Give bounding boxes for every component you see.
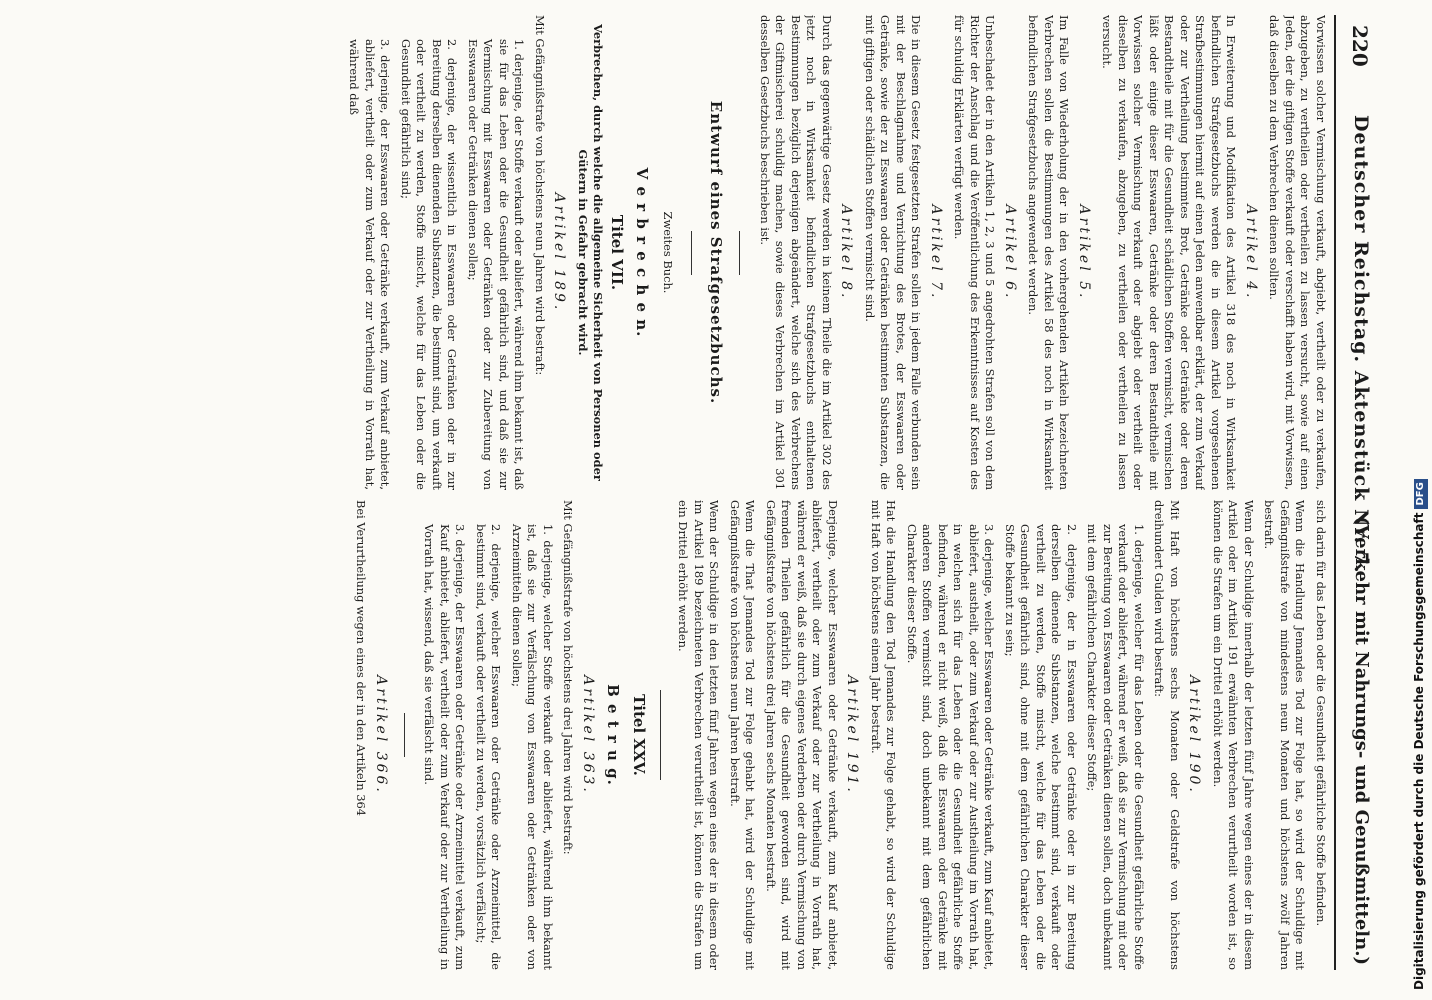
paragraph: Die in diesem Gesetz festgesetzten Strafen sollen in jedem Falle verbunden sein mit der Beschlagnahme und Vernichtung des Brotes, der Esswaaren oder Getränke, sowie der zu Esswaaren oder Getränken bestimmten Substanzen, die mit giftigen oder schädlichen Stoffen vermischt sind.: [863, 15, 924, 490]
right-column: [38, 500, 1328, 970]
paragraph: Unbeschadet der in den Artikeln 1, 2, 3 und 5 angedrohten Strafen soll von dem Richter der Anschlag und die Veröffentlichung des Erkenntnisses auf Kosten des für schuldig Erklärten verfügt werden.: [952, 15, 998, 490]
dfg-logo: DFG: [1414, 479, 1428, 508]
paragraph: Mit Gefängnißstrafe von höchstens drei Jahren wird bestraft:: [561, 500, 576, 855]
header-title: Deutscher Reichstag. Aktenstück Nr. 7.: [1350, 115, 1372, 574]
paragraph: sich darin für das Leben oder die Gesundheit gefährliche Stoffe befinden.: [1314, 500, 1328, 927]
paragraph: Im Falle von Wiederholung der in den vorhergehenden Artikeln bezeichneten Verbrechen sollen die Bestimmungen des Artikel 58 des noch in Wirksamkeit befindlichen Strafgesetzbuchs angewendet werden.: [1026, 15, 1072, 490]
paragraph: Derjenige, welcher Esswaaren oder Getränke verkauft, zum Kauf anbietet, abliefert, vertheilt oder zum Verkauf oder zur Vertheilung in Vorrath hat, während er weiß, daß sie durch eigenes Verderben oder durch Vermischung von fremden Theilen gefährlich für die Gesundheit geworden sind, wird mit Gefängnißstrafe von höchstens drei Jahren sechs Monaten bestraft.: [764, 500, 840, 970]
paragraph: Bei Verurtheilung wegen eines der in den Artikeln 364: [354, 500, 369, 817]
paragraph: Wenn die That Jemandes Tod zur Folge gehabt hat, wird der Schuldige mit Gefängnißstrafe von höchstens neun Jahren bestraft.: [728, 500, 758, 970]
paragraph: In Erweiterung und Modifikation des Artikel 318 des noch in Wirksamkeit befindlichen Strafgesetzbuchs werden die in diesem Artikel vorgesehenen Strafbestimmungen hiermit auf einen Jeden anwendbar erklärt, der zum Verkauf oder zur Vertheilung bestimmtes Brot, Getränke oder Getränke oder deren Bestandtheile mit für die Gesundheit schädlichen Stoffen vermischt, vermischen läßt oder einige dieser Esswaaren, Getränke oder deren Bestandtheile mit Vorwissen solcher Vermischung verkauft oder abgiebt oder vertheilt oder dieselben zu verkaufen, abzugeben, zu vertheilen oder vertheilen zu lassen versucht.: [1100, 15, 1239, 490]
paragraph: Mit Gefängnißstrafe von höchstens neun Jahren wird bestraft:: [533, 15, 547, 376]
header-topic: (Verkehr mit Nahrungs- und Genußmitteln.): [1351, 516, 1372, 965]
left-column: [38, 15, 1328, 490]
section-heading: V e r b r e c h e n.: [633, 167, 652, 338]
section-heading: Entwurf eines Strafgesetzbuchs.: [707, 100, 726, 405]
article-heading: Artikel 5.: [1076, 204, 1092, 301]
page-number: 220: [1348, 25, 1372, 67]
digitization-watermark: [1406, 0, 1432, 990]
article-heading: Artikel 190.: [1186, 675, 1203, 795]
enumerated-item: 1. derjenige, welcher für das Leben oder die Gesundheit gefährliche Stoffe verkauft oder abliefert, während er weiß, daß sie zur Vermischung mit oder zur Bereitung von Esswaaren oder Getränken dienen sollen, doch unbekannt mit dem gefährlichen Charakter dieser Stoffe;: [1085, 524, 1146, 970]
enumerated-item: 1. derjenige, welcher Stoffe verkauft oder abliefert, während ihm bekannt ist, daß sie zur Verfälschung von Esswaaren oder Getränken oder von Arzneimitteln dienen sollen;: [510, 524, 555, 970]
article-heading: Artikel 189.: [551, 192, 568, 313]
title-heading: Titel VII.: [608, 214, 626, 291]
article-heading: Artikel 191.: [844, 675, 861, 795]
separator-rule: [740, 231, 741, 275]
article-heading: Artikel 363.: [580, 675, 596, 795]
article-heading: Artikel 7.: [928, 204, 944, 301]
page-header: [1344, 15, 1374, 970]
enumerated-item: 3. derjenige, der Esswaaren oder Getränke oder Arzneimittel verkauft, zum Kauf anbietet, abliefert, vertheilt oder zum Verkauf oder zur Vertheilung in Vorrath hat, wissend, daß sie verfälscht sind.: [422, 524, 468, 970]
paragraph: Durch das gegenwärtige Gesetz werden in keinem Theile die im Artikel 302 des jetzt noch in Wirksamkeit befindlichen Strafgesetzbuchs enthaltenen Bestimmungen bezüglich derjenigen abgeändert, welche sich des Verbrechens der Giftmischerei schuldig machen, sowie dieses Verbrechen im Artikel 301 desselben Gesetzbuchs beschrieben ist.: [758, 15, 834, 490]
article-heading: Artikel 366.: [373, 675, 389, 795]
article-heading: Artikel 4.: [1243, 204, 1259, 301]
separator-rule: [691, 231, 692, 275]
book-heading: Zweites Buch.: [661, 211, 675, 294]
enumerated-item: 3. derjenige, der Esswaaren oder Getränke verkauft, zum Verkauf anbietet, abliefert, vertheilt oder zum Verkauf oder zur Vertheilung in Vorrath hat, während daß: [347, 39, 393, 490]
paragraph: Wenn der Schuldige in den letzten fünf Jahren wegen eines der in diesem oder im Artikel 189 bezeichneten Verbrechen verurtheilt ist, können die Strafen um ein Drittel erhöht werden.: [676, 500, 722, 970]
article-heading: Artikel 8.: [838, 204, 855, 301]
header-rule: [1334, 15, 1336, 970]
section-heading: B e t r u g.: [604, 684, 623, 786]
article-heading: Artikel 6.: [1002, 204, 1018, 301]
enumerated-item: 1. derjenige, der Stoffe verkauft oder abliefert, während ihm bekannt ist, daß sie für das Leben oder die Gesundheit gefährlich sind, und daß sie zur Vermischung mit Esswaaren oder Getränken oder zur Zubereitung von Esswaaren oder Getränken dienen sollen;: [466, 39, 527, 490]
enumerated-item: 3. derjenige, welcher Esswaaren oder Getränke verkauft, zum Kauf anbietet, abliefert, austheilt, oder zum Verkauf oder zur Austheilung im Vorrath hat, in welchen sich für das Leben oder die Gesundheit gefährliche Stoffe befinden, während er nicht weiß, daß die Esswaaren oder Getränke mit anderen Stoffen vermischt sind, doch unbekannt mit dem gefährlichen Charakter dieser Stoffe.: [905, 524, 997, 970]
title-heading: Titel XXV.: [630, 694, 648, 776]
separator-rule: [660, 690, 661, 780]
enumerated-item: 2. derjenige, der in Esswaaren oder Getränke oder in zur Bereitung derselben dienende Substanzen, welche bestimmt sind, verkauft oder vertheilt zu werden, Stoffe mischt, welche für das Leben oder die Gesundheit gefährlich sind, ohne mit dem gefährlichen Charakter dieser Stoffe bekannt zu sein;: [1003, 524, 1079, 970]
paragraph: Wenn die Handlung Jemandes Tod zur Folge hat, so wird der Schuldige mit Gefängnißstrafe von mindestens neun Monaten und höchstens zwölf Jahren bestraft.: [1262, 500, 1308, 970]
paragraph: Wenn der Schuldige innerhalb der letzten fünf Jahre wegen eines der in diesem Artikel oder im Artikel 191 erwähnten Verbrechen verurtheilt worden ist, so können die Strafen um ein Drittel erhöht werden.: [1211, 500, 1256, 970]
paragraph: Vorwissen solcher Vermischung verkauft, abgiebt, vertheilt oder zu verkaufen, abzugeben, zu vertheilen oder vertheilen zu lassen versucht, sowie auf einen Jeden, der die giftigen Stoffe verkauft oder verschafft haben wird, mit Vorwissen, daß dieselben zu dem Verbrechen dienen sollten.: [1267, 15, 1328, 490]
enumerated-item: 2. derjenige, der wissentlich in Esswaaren oder Getränken oder in zur Bereitung derselben dienenden Substanzen, die bestimmt sind, um verkauft oder vertheilt zu werden, Stoffe mischt, welche für das Leben oder die Gesundheit gefährlich sind;: [399, 39, 460, 490]
paragraph: Hat die Handlung den Tod Jemandes zur Folge gehabt, so wird der Schuldige mit Haft von höchstens einem Jahr bestraft.: [869, 500, 899, 970]
title-subheading: Verbrechen, durch welche die allgemeine Sicherheit von Personen oder Gütern in Gefahr gebracht wird.: [576, 24, 606, 481]
enumerated-item: 2. derjenige, welcher Esswaaren oder Getränke oder Arzneimittel, die bestimmt sind, verkauft oder vertheilt zu werden, vorsätzlich verfälscht;: [474, 524, 504, 970]
separator-rule: [404, 713, 405, 757]
watermark-text: Digitalisierung gefördert durch die Deutsche Forschungsgemeinschaft: [1412, 512, 1426, 990]
paragraph: Mit Haft von höchstens sechs Monaten oder Geldstrafe von höchstens dreihundert Gulden wird bestraft:: [1152, 500, 1182, 970]
